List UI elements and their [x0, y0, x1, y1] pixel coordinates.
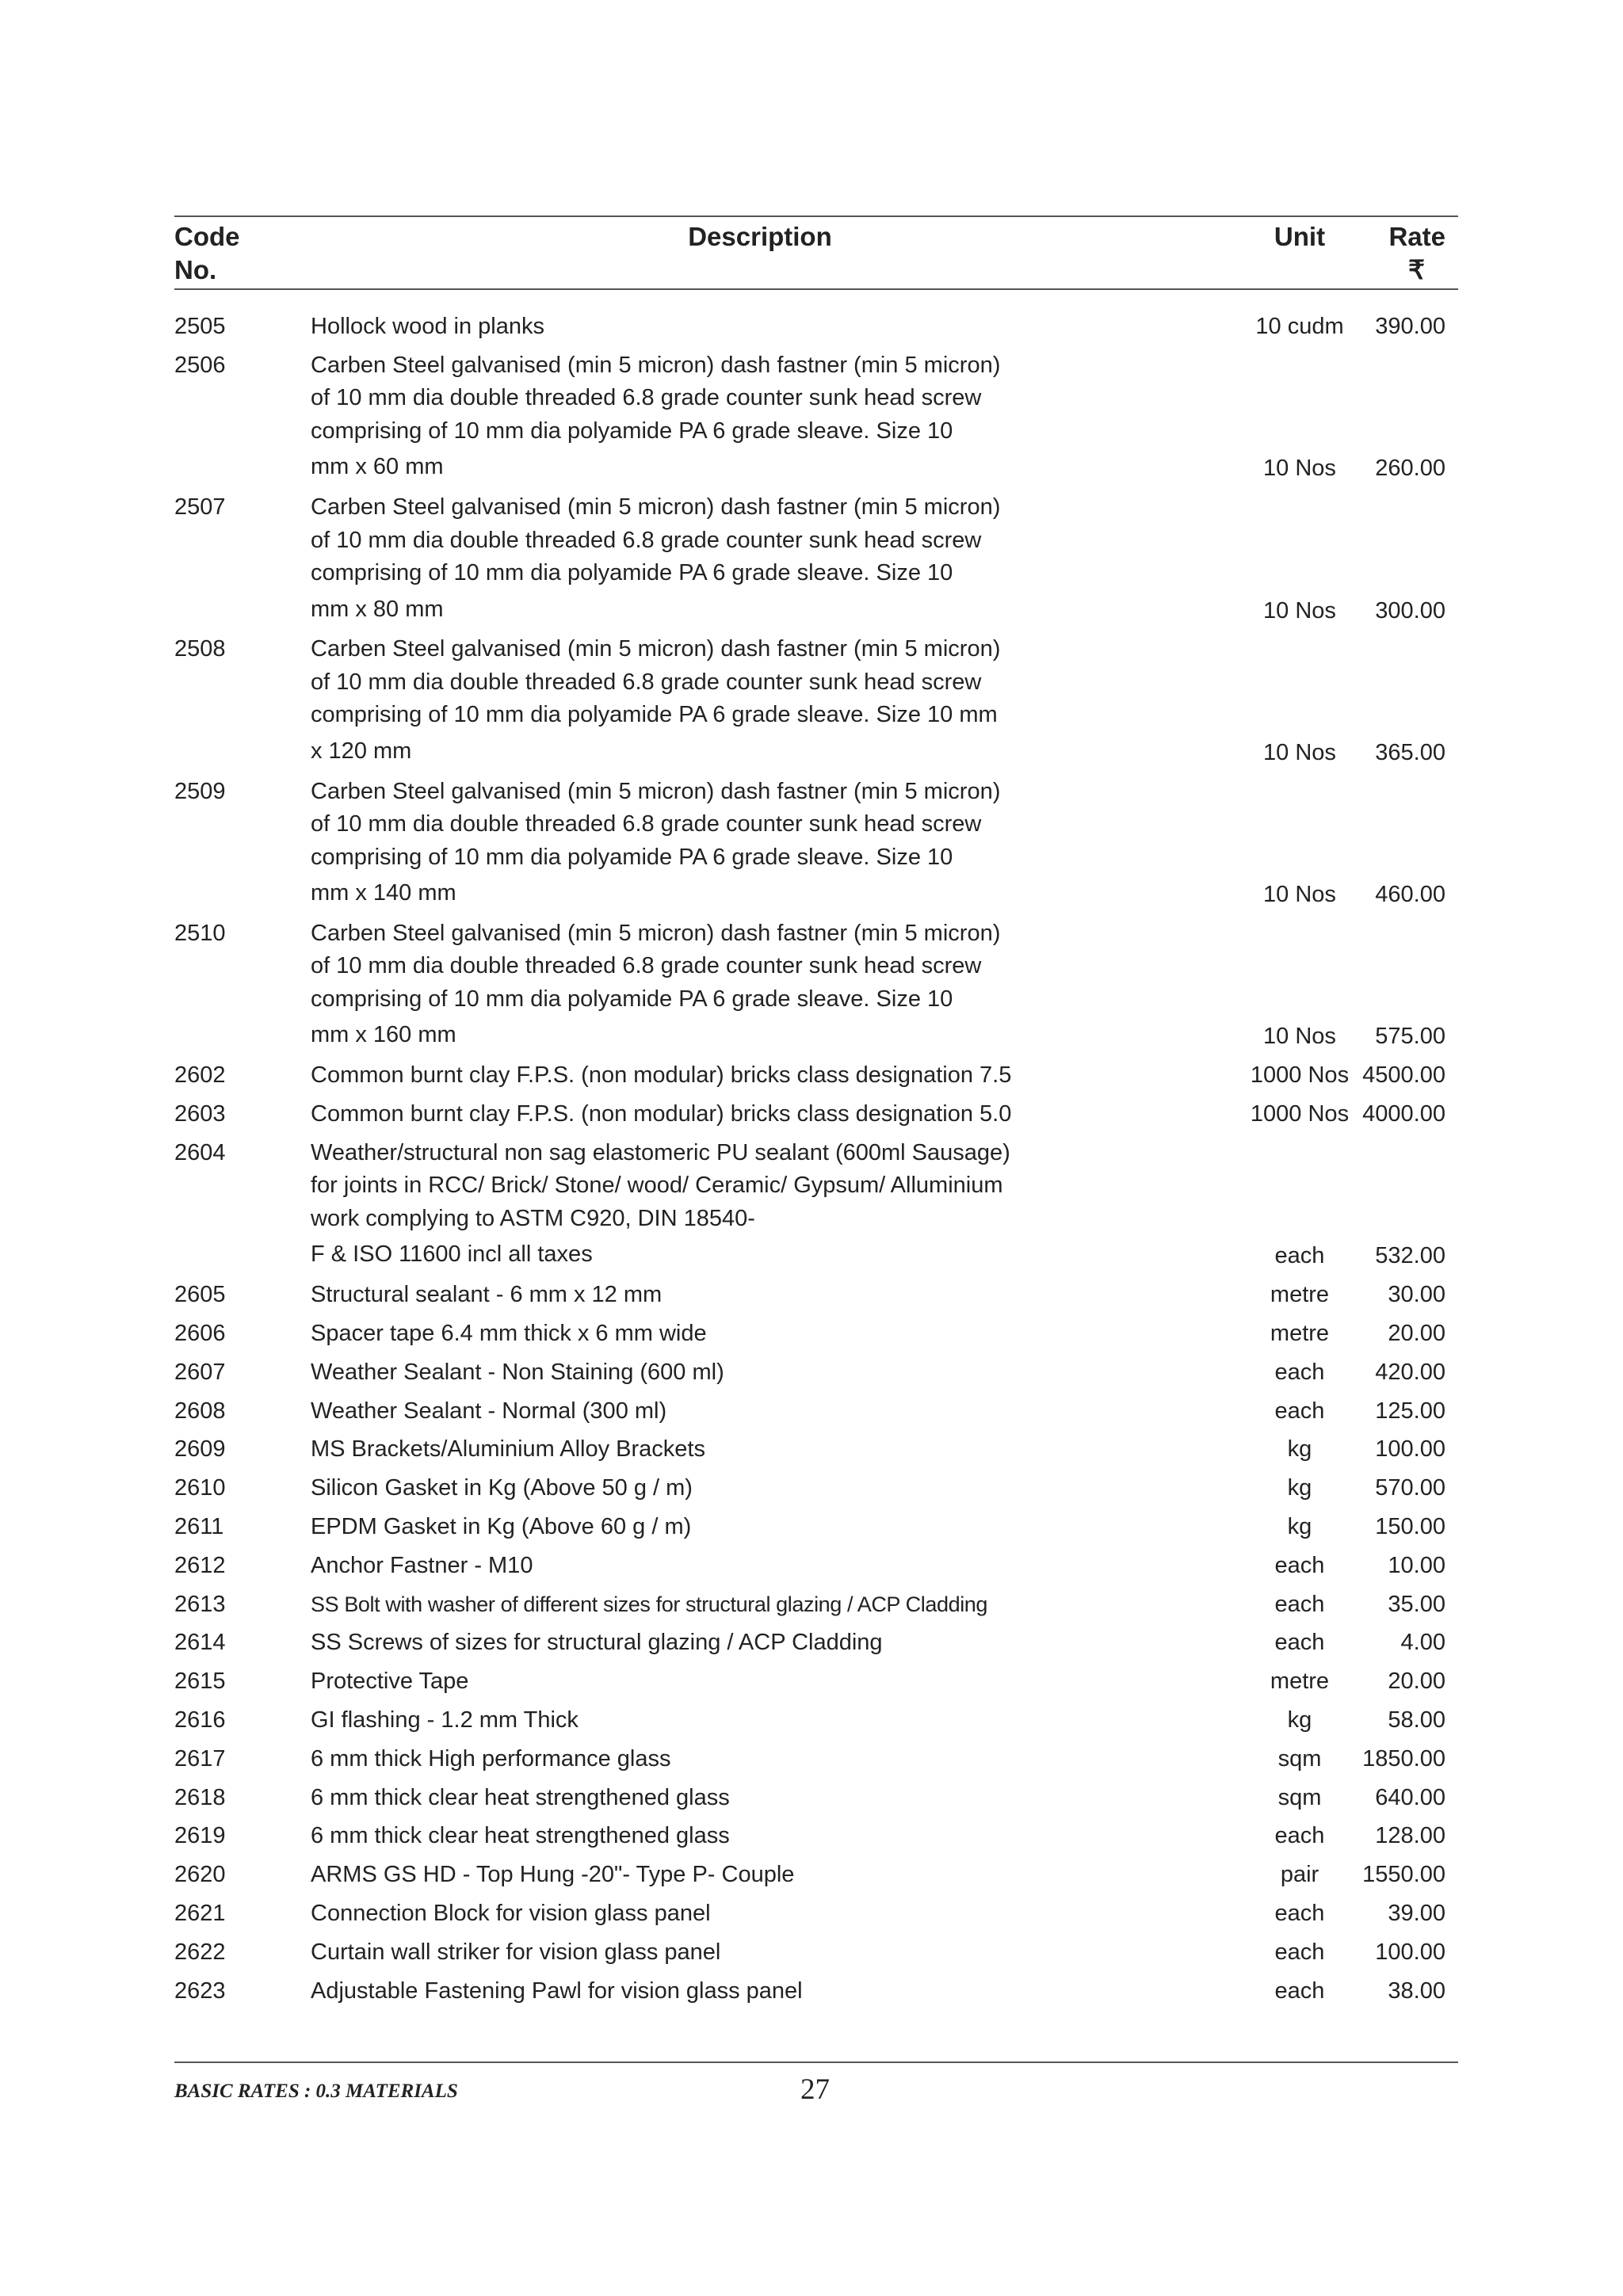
description-line: Connection Block for vision glass panel — [311, 1900, 711, 1926]
header-code-label: Code — [174, 222, 240, 251]
description-line: Weather Sealant - Normal (300 ml) — [311, 1398, 667, 1424]
table-header — [174, 215, 1458, 288]
row-rate: 35.00 — [1388, 1591, 1445, 1617]
row-unit: metre — [1270, 1320, 1330, 1346]
row-code: 2509 — [174, 778, 226, 804]
row-description — [311, 1817, 1262, 1855]
row-rate: 575.00 — [1375, 1024, 1445, 1050]
page-footer — [174, 2061, 1458, 2109]
row-description — [311, 1276, 1262, 1314]
row-code: 2603 — [174, 1101, 226, 1127]
row-description — [311, 1508, 1262, 1547]
table-row — [174, 1430, 1458, 1469]
row-rate: 10.00 — [1388, 1552, 1445, 1578]
description-line: Common burnt clay F.P.S. (non modular) bricks class designation 5.0 — [311, 1101, 1012, 1127]
row-unit: 10 Nos — [1263, 1024, 1336, 1050]
description-line: comprising of 10 mm dia polyamide PA 6 grade sleave. Size 10 — [311, 986, 953, 1012]
footer-title: BASIC RATES : 0.3 MATERIALS — [174, 2081, 458, 2102]
footer-rule — [174, 2061, 1458, 2063]
description-line: comprising of 10 mm dia polyamide PA 6 grade sleave. Size 10 mm — [311, 702, 998, 728]
row-code: 2507 — [174, 494, 226, 521]
row-description — [311, 1469, 1262, 1508]
table-row — [174, 346, 1458, 488]
row-rate: 1850.00 — [1362, 1745, 1445, 1772]
table-row — [174, 630, 1458, 772]
row-unit: kg — [1287, 1436, 1312, 1463]
description-line: Silicon Gasket in Kg (Above 50 g / m) — [311, 1475, 693, 1501]
row-description — [311, 1547, 1262, 1585]
row-rate: 1550.00 — [1362, 1862, 1445, 1888]
row-unit: 10 cudm — [1255, 314, 1344, 339]
table-row — [174, 1585, 1458, 1624]
row-rate: 365.00 — [1375, 739, 1445, 765]
row-code: 2605 — [174, 1282, 226, 1308]
description-line: MS Brackets/Aluminium Alloy Brackets — [311, 1436, 705, 1463]
table-row — [174, 914, 1458, 1056]
row-unit: each — [1274, 1243, 1325, 1269]
row-description — [311, 1701, 1262, 1740]
row-unit: 10 Nos — [1263, 739, 1336, 765]
row-rate: 128.00 — [1375, 1823, 1445, 1849]
table-row — [174, 1933, 1458, 1972]
header-no-label: No. — [174, 255, 217, 284]
description-line: Curtain wall striker for vision glass panel — [311, 1939, 721, 1965]
row-unit: each — [1274, 1630, 1325, 1656]
table-row — [174, 1855, 1458, 1894]
header-rate-label: Rate — [1388, 222, 1445, 251]
description-line: Carben Steel galvanised (min 5 micron) dash fastner (min 5 micron) — [311, 352, 1001, 378]
table-row — [174, 1353, 1458, 1392]
row-code: 2608 — [174, 1398, 226, 1424]
description-line: x 120 mm — [311, 738, 412, 764]
row-code: 2609 — [174, 1436, 226, 1463]
row-rate: 20.00 — [1388, 1320, 1445, 1346]
row-code: 2622 — [174, 1939, 226, 1965]
description-line: work complying to ASTM C920, DIN 18540- — [311, 1205, 755, 1231]
row-code: 2612 — [174, 1552, 226, 1578]
description-line: of 10 mm dia double threaded 6.8 grade counter sunk head screw — [311, 385, 982, 411]
row-description — [311, 1894, 1262, 1933]
table-row — [174, 1817, 1458, 1855]
row-unit: metre — [1270, 1669, 1330, 1695]
description-line: of 10 mm dia double threaded 6.8 grade counter sunk head screw — [311, 811, 982, 837]
row-rate: 640.00 — [1375, 1784, 1445, 1810]
row-unit: metre — [1270, 1282, 1330, 1308]
row-rate: 4000.00 — [1362, 1101, 1445, 1127]
row-rate: 38.00 — [1388, 1978, 1445, 2004]
row-code: 2604 — [174, 1139, 226, 1165]
table-row — [174, 1662, 1458, 1701]
page-number: 27 — [800, 2073, 830, 2106]
row-unit: kg — [1287, 1707, 1312, 1733]
table-row — [174, 1508, 1458, 1547]
description-line: EPDM Gasket in Kg (Above 60 g / m) — [311, 1513, 692, 1539]
rate-table-body — [174, 307, 1458, 2010]
description-line: Adjustable Fastening Pawl for vision glass panel — [311, 1978, 803, 2004]
header-rate — [1388, 220, 1445, 287]
description-line: 6 mm thick High performance glass — [311, 1745, 671, 1772]
row-code: 2621 — [174, 1900, 226, 1926]
row-code: 2620 — [174, 1862, 226, 1888]
description-line: Spacer tape 6.4 mm thick x 6 mm wide — [311, 1320, 707, 1346]
row-code: 2510 — [174, 920, 226, 946]
description-line: F & ISO 11600 incl all taxes — [311, 1241, 593, 1268]
row-code: 2602 — [174, 1062, 226, 1089]
row-description — [311, 307, 1262, 346]
row-unit: each — [1274, 1552, 1325, 1578]
row-rate: 260.00 — [1375, 456, 1445, 482]
row-code: 2616 — [174, 1707, 226, 1733]
row-description — [311, 1779, 1262, 1817]
row-description — [311, 1855, 1262, 1894]
row-code: 2618 — [174, 1784, 226, 1810]
header-description: Description — [688, 222, 832, 251]
description-line: Carben Steel galvanised (min 5 micron) dash fastner (min 5 micron) — [311, 920, 1001, 946]
row-unit: sqm — [1277, 1784, 1322, 1810]
row-rate: 100.00 — [1375, 1436, 1445, 1463]
header-unit: Unit — [1274, 222, 1326, 251]
description-line: of 10 mm dia double threaded 6.8 grade counter sunk head screw — [311, 527, 982, 553]
description-line: Anchor Fastner - M10 — [311, 1552, 533, 1578]
row-description — [311, 630, 1262, 772]
description-line: Protective Tape — [311, 1669, 469, 1695]
row-code: 2508 — [174, 636, 226, 662]
description-line: Structural sealant - 6 mm x 12 mm — [311, 1282, 663, 1308]
table-row — [174, 488, 1458, 630]
description-line: of 10 mm dia double threaded 6.8 grade counter sunk head screw — [311, 953, 982, 979]
description-line: mm x 60 mm — [311, 454, 444, 480]
row-description — [311, 1095, 1262, 1134]
row-unit: 1000 Nos — [1250, 1101, 1350, 1127]
row-unit: 10 Nos — [1263, 882, 1336, 908]
row-rate: 460.00 — [1375, 882, 1445, 908]
table-row — [174, 1740, 1458, 1779]
row-description — [311, 1972, 1262, 2011]
description-line: Weather Sealant - Non Staining (600 ml) — [311, 1359, 724, 1385]
row-rate: 125.00 — [1375, 1398, 1445, 1424]
row-description — [311, 772, 1262, 914]
header-code-no — [174, 220, 240, 287]
row-unit: each — [1274, 1900, 1325, 1926]
description-line: Common burnt clay F.P.S. (non modular) bricks class designation 7.5 — [311, 1062, 1012, 1089]
row-description — [311, 1623, 1262, 1662]
table-row — [174, 1392, 1458, 1431]
row-unit: each — [1274, 1398, 1325, 1424]
description-line: Carben Steel galvanised (min 5 micron) dash fastner (min 5 micron) — [311, 778, 1001, 804]
row-description — [311, 1134, 1262, 1276]
table-row — [174, 307, 1458, 346]
row-rate: 570.00 — [1375, 1475, 1445, 1501]
description-line: SS Bolt with washer of different sizes for structural glazing / ACP Cladding — [311, 1592, 988, 1616]
description-line: 6 mm thick clear heat strengthened glass — [311, 1823, 730, 1849]
table-row — [174, 1547, 1458, 1585]
document-page — [174, 215, 1458, 2117]
row-code: 2614 — [174, 1630, 226, 1656]
description-line: Hollock wood in planks — [311, 314, 544, 339]
table-row — [174, 1972, 1458, 2011]
row-code: 2615 — [174, 1669, 226, 1695]
description-line: comprising of 10 mm dia polyamide PA 6 grade sleave. Size 10 — [311, 844, 953, 870]
description-line: comprising of 10 mm dia polyamide PA 6 grade sleave. Size 10 — [311, 560, 953, 586]
table-row — [174, 1056, 1458, 1095]
description-line: GI flashing - 1.2 mm Thick — [311, 1707, 579, 1733]
row-unit: kg — [1287, 1475, 1312, 1501]
description-line: mm x 80 mm — [311, 596, 444, 622]
row-rate: 58.00 — [1388, 1707, 1445, 1733]
table-row — [174, 1134, 1458, 1276]
row-description — [311, 1056, 1262, 1095]
row-code: 2623 — [174, 1978, 226, 2004]
row-unit: each — [1274, 1823, 1325, 1849]
row-code: 2606 — [174, 1320, 226, 1346]
description-line: SS Screws of sizes for structural glazing / ACP Cladding — [311, 1630, 883, 1656]
row-rate: 4.00 — [1400, 1630, 1445, 1656]
table-row — [174, 1779, 1458, 1817]
row-description — [311, 1314, 1262, 1353]
row-description — [311, 914, 1262, 1056]
row-rate: 300.00 — [1375, 597, 1445, 624]
row-unit: kg — [1287, 1513, 1312, 1539]
table-row — [174, 1469, 1458, 1508]
table-row — [174, 1095, 1458, 1134]
header-bottom-rule — [174, 288, 1458, 290]
row-description — [311, 1430, 1262, 1469]
row-unit: each — [1274, 1591, 1325, 1617]
table-row — [174, 772, 1458, 914]
row-description — [311, 488, 1262, 630]
description-line: mm x 160 mm — [311, 1022, 456, 1048]
row-description — [311, 1353, 1262, 1392]
row-rate: 39.00 — [1388, 1900, 1445, 1926]
row-description — [311, 1392, 1262, 1431]
row-description — [311, 1662, 1262, 1701]
row-unit: sqm — [1277, 1745, 1322, 1772]
row-rate: 100.00 — [1375, 1939, 1445, 1965]
row-unit: 10 Nos — [1263, 456, 1336, 482]
row-code: 2607 — [174, 1359, 226, 1385]
table-row — [174, 1623, 1458, 1662]
row-description — [311, 1740, 1262, 1779]
row-rate: 30.00 — [1388, 1282, 1445, 1308]
description-line: for joints in RCC/ Brick/ Stone/ wood/ Ceramic/ Gypsum/ Alluminium — [311, 1173, 1003, 1199]
table-row — [174, 1701, 1458, 1740]
description-line: ARMS GS HD - Top Hung -20"- Type P- Couple — [311, 1862, 795, 1888]
rupee-symbol: ₹ — [1408, 255, 1425, 284]
row-code: 2619 — [174, 1823, 226, 1849]
description-line: of 10 mm dia double threaded 6.8 grade counter sunk head screw — [311, 669, 982, 695]
row-unit: 10 Nos — [1263, 597, 1336, 624]
description-line: mm x 140 mm — [311, 880, 456, 906]
table-row — [174, 1276, 1458, 1314]
row-unit: each — [1274, 1359, 1325, 1385]
description-line: 6 mm thick clear heat strengthened glass — [311, 1784, 730, 1810]
row-description — [311, 346, 1262, 488]
row-rate: 20.00 — [1388, 1669, 1445, 1695]
table-row — [174, 1894, 1458, 1933]
row-description — [311, 1933, 1262, 1972]
row-rate: 4500.00 — [1362, 1062, 1445, 1089]
row-code: 2610 — [174, 1475, 226, 1501]
row-unit: pair — [1280, 1862, 1319, 1888]
description-line: Carben Steel galvanised (min 5 micron) dash fastner (min 5 micron) — [311, 494, 1001, 521]
row-unit: each — [1274, 1978, 1325, 2004]
row-unit: each — [1274, 1939, 1325, 1965]
row-description — [311, 1585, 1262, 1624]
row-code: 2506 — [174, 352, 226, 378]
table-row — [174, 1314, 1458, 1353]
description-line: comprising of 10 mm dia polyamide PA 6 grade sleave. Size 10 — [311, 418, 953, 444]
row-rate: 420.00 — [1375, 1359, 1445, 1385]
row-code: 2617 — [174, 1745, 226, 1772]
description-line: Weather/structural non sag elastomeric PU sealant (600ml Sausage) — [311, 1139, 1010, 1165]
row-unit: 1000 Nos — [1250, 1062, 1350, 1089]
row-code: 2613 — [174, 1591, 226, 1617]
row-rate: 390.00 — [1375, 314, 1445, 339]
description-line: Carben Steel galvanised (min 5 micron) dash fastner (min 5 micron) — [311, 636, 1001, 662]
row-code: 2611 — [174, 1513, 224, 1539]
row-rate: 532.00 — [1375, 1243, 1445, 1269]
row-rate: 150.00 — [1375, 1513, 1445, 1539]
row-code: 2505 — [174, 314, 226, 339]
